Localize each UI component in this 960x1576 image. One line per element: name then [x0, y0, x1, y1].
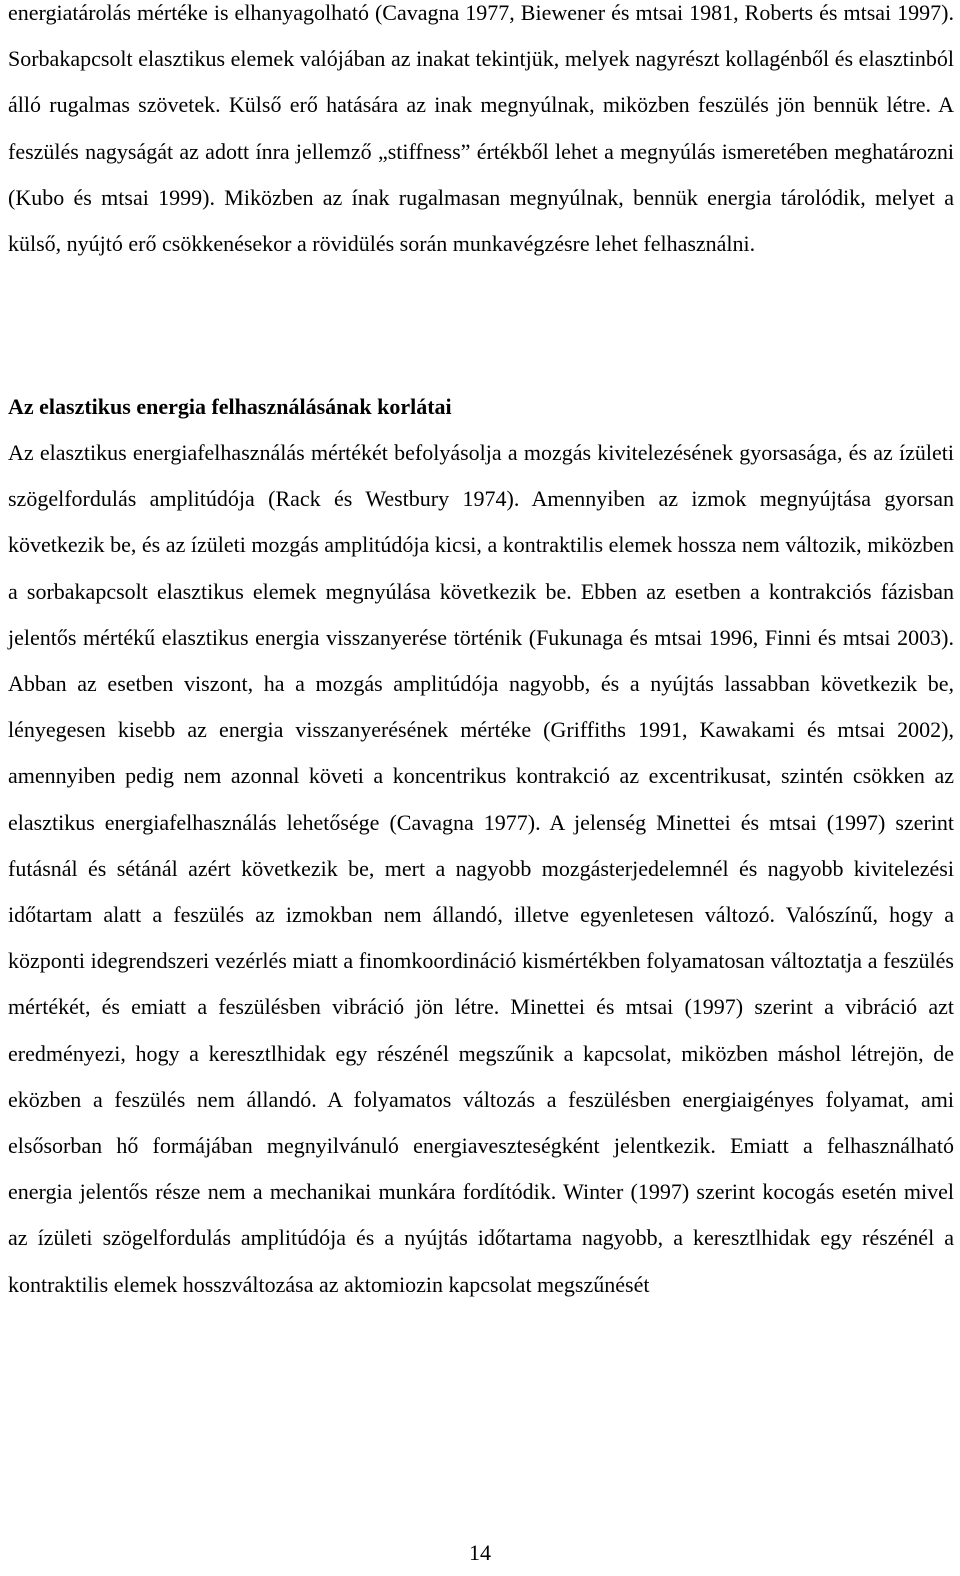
section-heading: Az elasztikus energia felhasználásának korlátai	[8, 394, 452, 419]
body-paragraph-2: Az elasztikus energiafelhasználás mértékét befolyásolja a mozgás kivitelezésének gyorsasága, és az ízületi szögelfordulás amplitúdója (Rack és Westbury 1974). Amennyiben az izmok megnyújtása gyorsan következik be, és az ízületi mozgás amplitúdója kicsi, a kontraktilis elemek hossza nem változik, miközben a sorbakapcsolt elasztikus elemek megnyúlása következik be. Ebben az esetben a kontrakciós fázisban jelentős mértékű elasztikus energia visszanyerése történik (Fukunaga és mtsai 1996, Finni és mtsai 2003). Abban az esetben viszont, ha a mozgás amplitúdója nagyobb, és a nyújtás lassabban következik be, lényegesen kisebb az energia visszanyerésének mértéke (Griffiths 1991, Kawakami és mtsai 2002), amennyiben pedig nem azonnal követi a koncentrikus kontrakció az excentrikusat, szintén csökken az elasztikus energiafelhasználás lehetősége (Cavagna 1977). A jelenség Minettei és mtsai (1997) szerint futásnál és sétánál azért következik be, mert a nagyobb mozgásterjedelemnél és nagyobb kivitelezési időtartam alatt a feszülés az izmokban nem állandó, illetve egyenletesen változó. Valószínű, hogy a központi idegrendszeri vezérlés miatt a finomkoordináció kismértékben folyamatosan változtatja a feszülés mértékét, és emiatt a feszülésben vibráció jön létre. Minettei és mtsai (1997) szerint a vibráció azt eredményezi, hogy a keresztlhidak egy részénél megszűnik a kapcsolat, miközben máshol létrejön, de eközben a feszülés nem állandó. A folyamatos változás a feszülésben energiaigényes folyamat, ami elsősorban hő formájában megnyilvánuló energiaveszteségként jelentkezik. Emiatt a felhasználható energia jelentős része nem a mechanikai munkára fordítódik. Winter (1997) szerint kocogás esetén mivel az ízületi szögelfordulás amplitúdója és a nyújtás időtartama nagyobb, a keresztlhidak egy részénél a kontraktilis elemek hosszváltozása az aktomiozin kapcsolat megszűnését	[8, 440, 954, 1297]
page-number: 14	[469, 1540, 491, 1565]
body-paragraph-1: energiatárolás mértéke is elhanyagolható (Cavagna 1977, Biewener és mtsai 1981, Roberts és mtsai 1997). Sorbakapcsolt elasztikus elemek valójában az inakat tekintjük, melyek nagyrészt kollagénből és elasztinból álló rugalmas szövetek. Külső erő hatására az inak megnyúlnak, miközben feszülés jön bennük létre. A feszülés nagyságát az adott ínra jellemző „stiffness” értékből lehet a megnyúlás ismeretében meghatározni (Kubo és mtsai 1999). Miközben az ínak rugalmasan megnyúlnak, bennük energia tárolódik, melyet a külső, nyújtó erő csökkenésekor a rövidülés során munkavégzésre lehet felhasználni.	[8, 0, 954, 257]
